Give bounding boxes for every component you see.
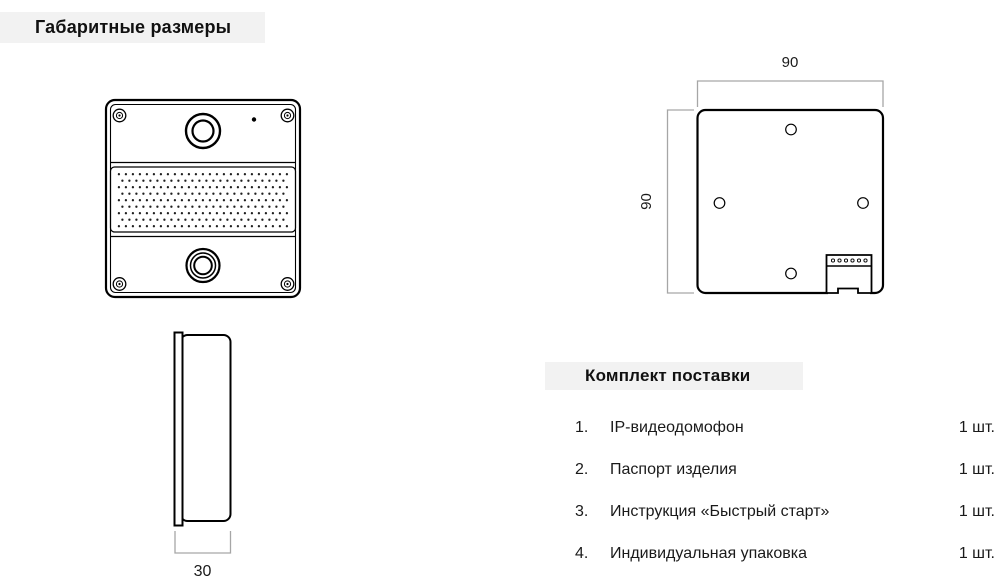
list-item-quantity: 1 шт. [958, 503, 995, 520]
front-view-drawing [106, 100, 300, 297]
list-item-number: 4. [575, 545, 589, 562]
speaker-grille-dots [117, 172, 289, 228]
list-item [575, 407, 995, 449]
list-item [575, 533, 995, 575]
depth-dimension-line [175, 531, 231, 553]
package-contents-list [575, 407, 995, 575]
dimensions-title: Габаритные размеры [35, 17, 232, 37]
microphone-hole [252, 117, 256, 121]
package-title: Комплект поставки [585, 366, 751, 385]
list-item-label: IP-видеодомофон [610, 419, 744, 436]
depth-dimension-label: 30 [193, 563, 212, 580]
list-item-quantity: 1 шт. [958, 419, 995, 436]
width-dimension-label: 90 [781, 54, 799, 71]
list-item-number: 1. [575, 419, 589, 436]
height-dimension [668, 110, 695, 293]
side-body-outline [181, 335, 231, 521]
list-item-quantity: 1 шт. [958, 545, 995, 562]
list-item-number: 2. [575, 461, 589, 478]
height-dimension-label: 90 [638, 193, 655, 210]
back-view-drawing [698, 110, 884, 295]
list-item-label: Инструкция «Быстрый старт» [610, 503, 830, 520]
height-dimension-line [668, 110, 695, 293]
list-item [575, 449, 995, 491]
width-dimension [698, 81, 884, 107]
terminal-connector [827, 255, 872, 295]
list-item-quantity: 1 шт. [958, 461, 995, 478]
list-item-number: 3. [575, 503, 589, 520]
side-view-drawing [175, 333, 231, 526]
list-item [575, 491, 995, 533]
section-header-package [545, 362, 803, 390]
list-item-label: Паспорт изделия [610, 461, 737, 478]
side-front-plate [175, 333, 183, 526]
depth-dimension [175, 531, 231, 553]
list-item-label: Индивидуальная упаковка [610, 545, 808, 562]
width-dimension-line [698, 81, 884, 107]
